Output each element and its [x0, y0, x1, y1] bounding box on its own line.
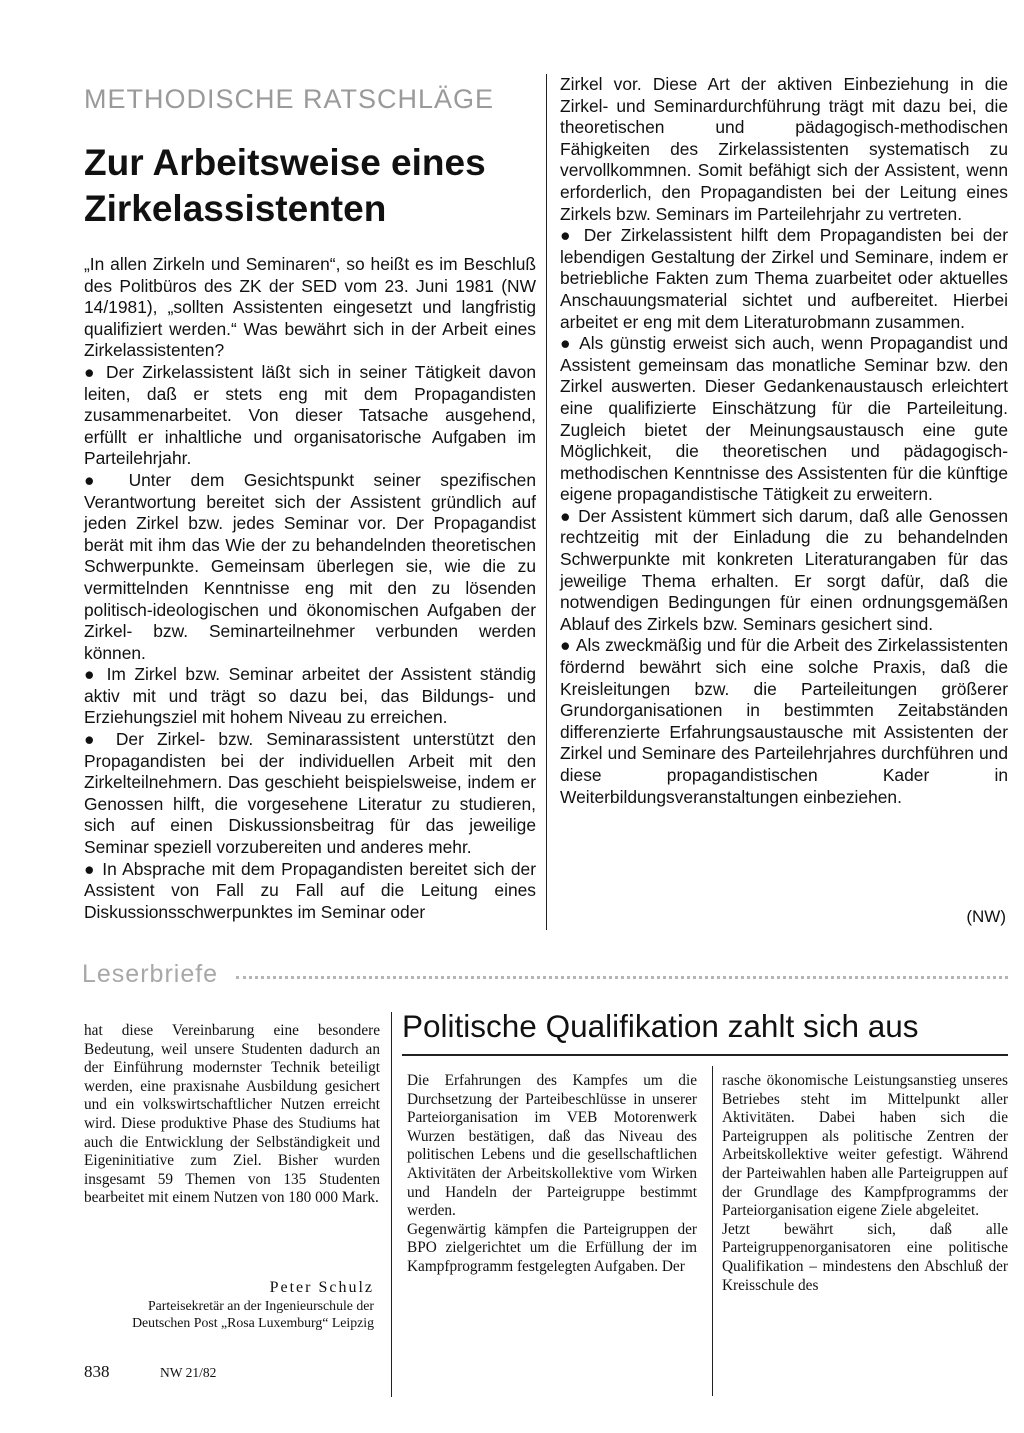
bullet-paragraph: ● Als günstig erweist sich auch, wenn Propagandist und Assistent gemeinsam das monatliche Seminar bzw. den Zirkel auswerten. Dieser Gedankenaustausch erleichtert eine qualifizierte Einschätzung für die Parteileitung. Zugleich bietet der Meinungsaustausch eine gute Möglichkeit, die theoretischen und pädagogisch-methodischen Kenntnisse des Assistenten für die künftige eigene propagandistische Tätigkeit zu erweitern. [560, 333, 1008, 506]
section-label: Leserbriefe [82, 960, 219, 988]
bullet-paragraph: ● In Absprache mit dem Propagandisten bereitet sich der Assistent von Fall zu Fall auf die Leitung eines Diskussionsschwerpunktes im Seminar oder [84, 859, 536, 924]
paragraph: Jetzt bewährt sich, daß alle Parteigruppenorganisatoren eine politische Qualifikation – mindestens den Abschluß der Kreisschule des [722, 1220, 1008, 1294]
article-headline: Zur Arbeitsweise eines Zirkelassistenten [84, 142, 486, 229]
author-name: Peter Schulz [269, 1279, 374, 1296]
bullet-paragraph: ● Als zweckmäßig und für die Arbeit des Zirkelassistenten fördernd bewährt sich eine solche Praxis, daß die Kreisleitungen bzw. die Parteileitungen größerer Grundorganisationen in bestimmten Zeitabständen differenzierte Erfahrungsaustausche mit Assistenten der Zirkel und Seminare des Parteilehrjahres durchführen und diese propagandistischen Kader in Weiterbildungsveranstaltungen einbeziehen. [560, 635, 1008, 808]
letter-author [116, 1278, 374, 1331]
article-column-right [560, 74, 1008, 808]
title-rule [402, 1054, 1008, 1056]
paragraph: Gegenwärtig kämpfen die Parteigruppen der BPO zielgerichtet um die Erfüllung der im Kampfprogramm festgelegten Aufgaben. Der [407, 1220, 697, 1275]
second-article-title: Politische Qualifikation zahlt sich aus [402, 1008, 919, 1044]
section-dotted-rule [236, 976, 1008, 979]
second-article-column-right [722, 1072, 1008, 1295]
issue-label: NW 21/82 [160, 1365, 217, 1380]
author-role: Parteisekretär an der Ingenieurschule der Deutschen Post „Rosa Luxemburg“ Leipzig [132, 1298, 374, 1330]
second-article-column-left [407, 1072, 697, 1277]
letter-text [84, 1022, 380, 1208]
bullet-paragraph: ● Im Zirkel bzw. Seminar arbeitet der Assistent ständig aktiv mit und trägt so dazu bei, das Bildungs- und Erziehungsziel mit hohem Niveau zu erreichen. [84, 664, 536, 729]
paragraph: rasche ökonomische Leistungsanstieg unseres Betriebes steht im Mittelpunkt aller Aktivitäten. Dabei haben sich die Parteigruppen als politische Zentren der Arbeitskollektive weiter gefestigt. Während der Parteiwahlen haben alle Parteigruppen auf der Grundlage des Kampfprogramms der Parteiorganisation eigene Ziele abgeleitet. [722, 1072, 1008, 1220]
paragraph: Die Erfahrungen des Kampfes um die Durchsetzung der Parteibeschlüsse in unserer Parteiorganisation im VEB Motorenwerk Wurzen bestätigen, daß das Niveau des politischen Lebens und die gesellschaftlichen Aktivitäten der Arbeitskollektive vom Wirken und Handeln der Parteigruppe bestimmt werden. [407, 1072, 697, 1220]
paragraph: Zirkel vor. Diese Art der aktiven Einbeziehung in die Zirkel- und Seminardurchführung trägt mit dazu bei, die theoretischen und pädagogisch-methodischen Fähigkeiten des Zirkelassistenten systematisch zu vervollkommnen. Somit befähigt sich der Assistent, wenn erforderlich, den Propagandisten bei der Leitung eines Zirkels bzw. Seminars im Parteilehrjahr zu vertreten. [560, 74, 1008, 224]
bullet-paragraph: ● Der Zirkelassistent hilft dem Propagandisten bei der lebendigen Gestaltung der Zirkel und Seminare, indem er betriebliche Fakten zum Thema zuarbeitet oder aktuelles Anschauungsmaterial sichtet und aufbereitet. Hierbei arbeitet er eng mit dem Literaturobmann zusammen. [560, 225, 1008, 333]
column-divider [712, 1066, 713, 1396]
column-divider [546, 74, 547, 930]
section-kicker: METHODISCHE RATSCHLÄGE [84, 84, 495, 114]
column-divider [391, 1012, 392, 1397]
bullet-paragraph: ● Der Assistent kümmert sich darum, daß alle Genossen rechtzeitig mit der Einladung die zu behandelnden Schwerpunkte mit konkreten Literaturangaben für das jeweilige Thema erhalten. Er sorgt dafür, daß die notwendigen Bedingungen für einen ordnungsgemäßen Ablauf des Zirkels bzw. Seminars gesichert sind. [560, 506, 1008, 636]
paragraph: „In allen Zirkeln und Seminaren“, so heißt es im Beschluß des Politbüros des ZK der SED vom 23. Juni 1981 (NW 14/1981), „sollten Assistenten eingesetzt und langfristig qualifiziert werden.“ Was bewährt sich in der Arbeit eines Zirkelassistenten? [84, 254, 536, 361]
letter-paragraph: hat diese Vereinbarung eine besondere Bedeutung, weil unsere Studenten dadurch an der Einführung modernster Technik beteiligt werden, eine praxisnahe Ausbildung gesichert und ein volkswirtschaftlicher Nutzen erreicht wird. Diese produktive Phase des Studiums hat auch die Entwicklung der Selbständigkeit und Eigeninitiative zum Ziel. Bisher wurden insgesamt 59 Themen von 135 Studenten bearbeitet mit einem Nutzen von 180 000 Mark. [84, 1022, 380, 1207]
bullet-paragraph: ● Der Zirkelassistent läßt sich in seiner Tätigkeit davon leiten, daß er stets eng mit dem Propagandisten zusammenarbeitet. Von dieser Tatsache ausgehend, erfüllt er inhaltliche und organisatorische Aufgaben im Parteilehrjahr. [84, 362, 536, 470]
article-signoff: (NW) [966, 907, 1006, 926]
page-number: 838 [84, 1362, 110, 1381]
bullet-paragraph: ● Unter dem Gesichtspunkt seiner spezifischen Verantwortung bereitet sich der Assistent gründlich auf jeden Zirkel bzw. jedes Seminar vor. Der Propagandist berät mit ihm das Wie der zu behandelnden theoretischen Schwerpunkte. Gemeinsam überlegen sie, wie die zu vermittelnden Kenntnisse eng mit den zu lösenden politisch-ideologischen und ökonomischen Aufgaben der Zirkel- bzw. Seminarteilnehmer verbunden werden können. [84, 470, 536, 664]
bullet-paragraph: ● Der Zirkel- bzw. Seminarassistent unterstützt den Propagandisten bei der individuellen Arbeit mit den Zirkelteilnehmern. Das geschieht beispielsweise, indem er Genossen hilft, die vorgesehene Literatur zu studieren, sich auf einen Diskussionsbeitrag für das jeweilige Seminar speziell vorzubereiten und anderes mehr. [84, 729, 536, 859]
article-column-left [84, 254, 536, 923]
